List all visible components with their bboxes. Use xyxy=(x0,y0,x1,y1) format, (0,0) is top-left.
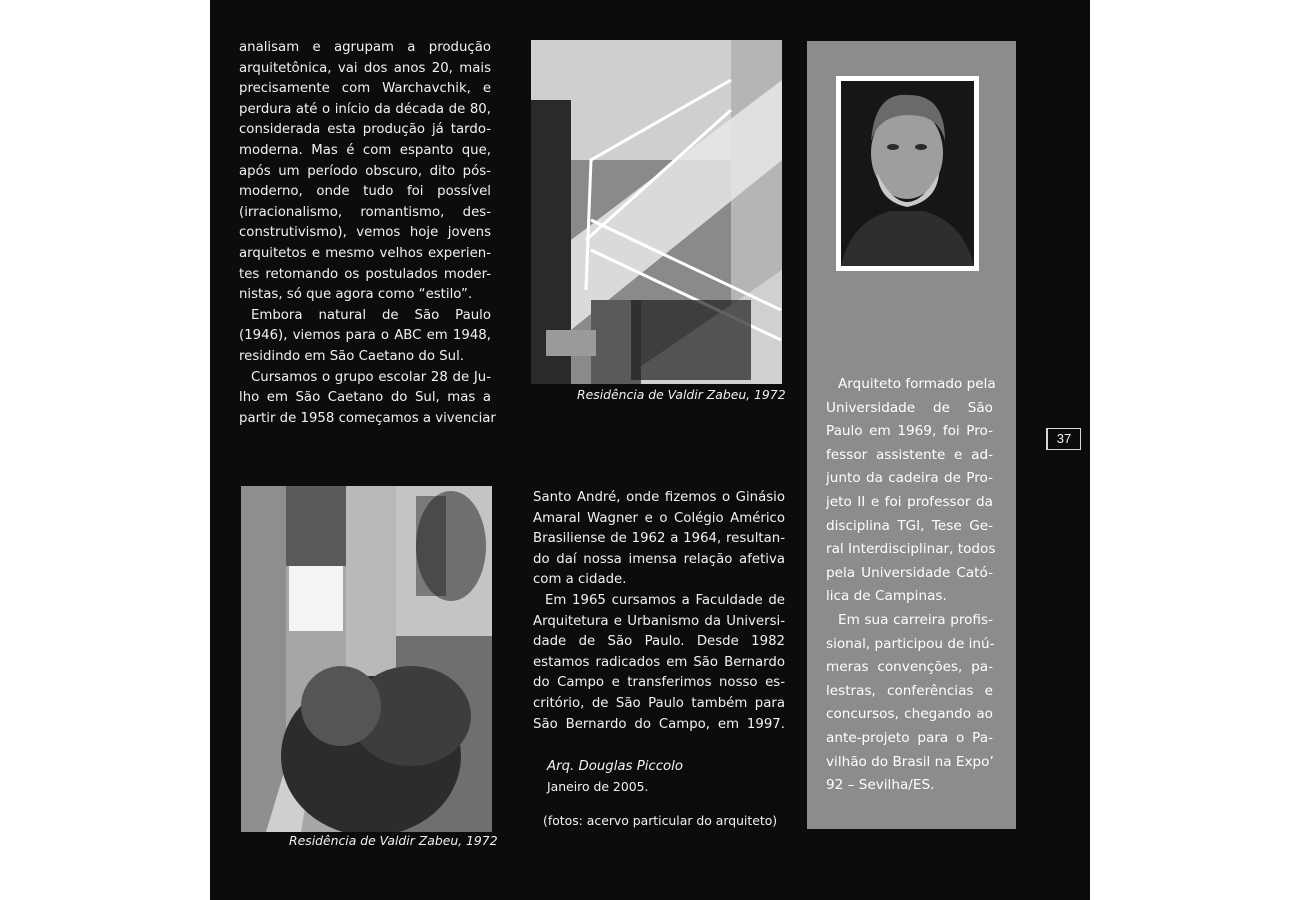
bio-line: disciplina TGI, Tese Ge- xyxy=(826,517,993,534)
text-line: após um período obscuro, dito pós- xyxy=(239,163,491,179)
bio-line: fessor assistente e ad- xyxy=(826,446,993,463)
text-line: Embora natural de São Paulo xyxy=(251,307,491,323)
author-bio-text xyxy=(826,373,996,798)
text-line: moderna. Mas é com espanto que, xyxy=(239,142,491,158)
bio-line: Paulo em 1969, foi Pro- xyxy=(826,423,993,440)
text-line: Em 1965 cursamos a Faculdade de xyxy=(545,592,785,608)
portrait-illustration xyxy=(841,81,974,266)
text-line: tes retomando os postulados moder- xyxy=(239,266,491,282)
bio-line: lestras, conferências e xyxy=(826,682,993,699)
text-line: Amaral Wagner e o Colégio Américo xyxy=(533,510,785,526)
body-text-column-2 xyxy=(533,488,785,735)
text-line: estamos radicados em São Bernardo xyxy=(533,654,785,670)
text-line: arquitetos e mesmo velhos experien- xyxy=(239,245,491,261)
text-line: Arquitetura e Urbanismo da Universi- xyxy=(533,613,785,629)
text-line: precisamente com Warchavchik, e xyxy=(239,81,491,97)
bio-line: lica de Campinas. xyxy=(826,588,947,605)
text-line: nistas, só que agora como “estilo”. xyxy=(239,287,473,303)
bio-line: meras convenções, pa- xyxy=(826,659,993,676)
bio-line: jeto II e foi professor da xyxy=(826,493,993,510)
signature-date: Janeiro de 2005. xyxy=(547,779,649,794)
text-line: do Campo e transferimos nosso es- xyxy=(533,675,785,691)
text-line: moderno, onde tudo foi possível xyxy=(239,184,491,200)
text-line: considerada esta produção já tardo- xyxy=(239,122,491,138)
text-line: com a cidade. xyxy=(533,572,627,588)
author-signature: Arq. Douglas Piccolo xyxy=(547,759,683,774)
courtyard-illustration xyxy=(241,486,492,832)
photo-caption: Residência de Valdir Zabeu, 1972 xyxy=(577,387,786,402)
text-line: Brasiliense de 1962 a 1964, resultan- xyxy=(533,531,785,547)
bio-line: pela Universidade Cató- xyxy=(826,564,993,581)
text-line: construtivismo), vemos hoje jovens xyxy=(239,225,491,241)
text-line: Cursamos o grupo escolar 28 de Ju- xyxy=(251,369,491,385)
text-line: partir de 1958 começamos a vivenciar xyxy=(239,410,496,426)
text-line: lho em São Caetano do Sul, mas a xyxy=(239,390,491,406)
text-line: (irracionalismo, romantismo, des- xyxy=(239,204,491,220)
bio-line: Arquiteto formado pela xyxy=(838,376,996,392)
courtyard-photo xyxy=(241,486,492,832)
bio-line: sional, participou de inú- xyxy=(826,635,995,652)
staircase-photo xyxy=(531,40,782,384)
page-number: 37 xyxy=(1046,428,1081,450)
text-line: do daí nossa imensa relação afetiva xyxy=(533,551,785,567)
text-line: residindo em São Caetano do Sul. xyxy=(239,348,465,364)
staircase-illustration xyxy=(531,40,782,384)
text-line: perdura até o início da década de 80, xyxy=(239,101,491,117)
body-text-column-1 xyxy=(239,38,496,429)
bio-line: junto da cadeira de Pro- xyxy=(826,470,993,487)
bio-line: vilhão do Brasil na Expo’ xyxy=(826,753,994,770)
bio-line: ante-projeto para o Pa- xyxy=(826,729,993,746)
text-line: São Bernardo do Campo, em 1997. xyxy=(533,716,785,732)
text-line: arquitetônica, vai dos anos 20, mais xyxy=(239,60,491,76)
portrait-frame xyxy=(836,76,979,271)
bio-line: 92 – Sevilha/ES. xyxy=(826,777,935,794)
photo-caption: Residência de Valdir Zabeu, 1972 xyxy=(289,833,498,848)
author-portrait xyxy=(841,81,974,266)
text-line: dade de São Paulo. Desde 1982 xyxy=(533,634,785,650)
photo-credits: (fotos: acervo particular do arquiteto) xyxy=(543,813,778,828)
text-line: critório, de São Paulo também para xyxy=(533,695,785,711)
bio-line: Universidade de São xyxy=(826,399,993,416)
text-line: (1946), viemos para o ABC em 1948, xyxy=(239,328,491,344)
bio-line: Em sua carreira profis- xyxy=(838,611,993,628)
text-line: Santo André, onde fizemos o Ginásio xyxy=(533,490,785,505)
text-line: analisam e agrupam a produção xyxy=(239,40,491,55)
bio-line: concursos, chegando ao xyxy=(826,706,993,723)
bio-line: ral Interdisciplinar, todos xyxy=(826,541,996,558)
